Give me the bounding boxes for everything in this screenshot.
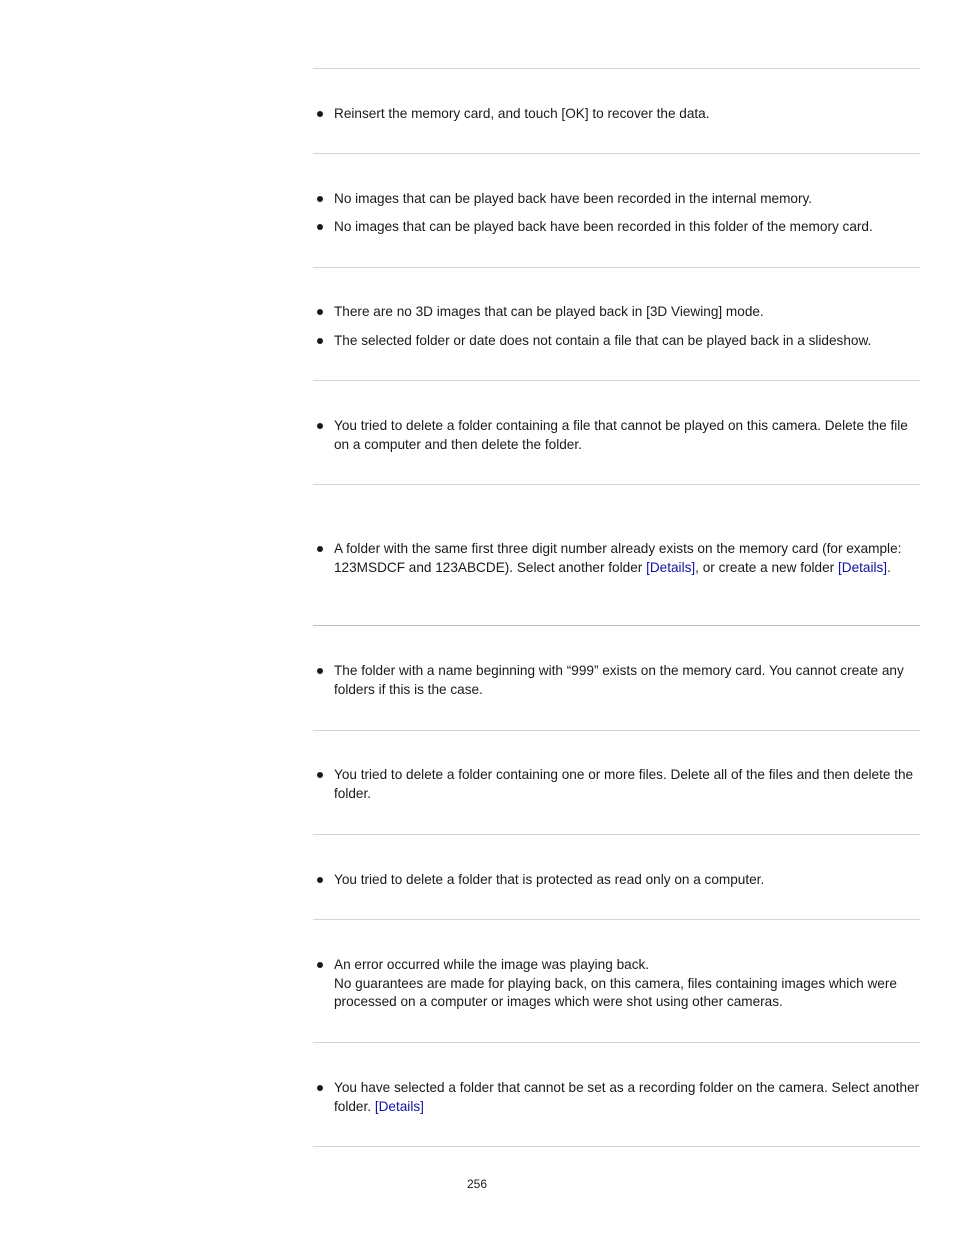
item-text: No images that can be played back have been recorded in this folder of the memory card.: [334, 219, 873, 234]
item-text: No images that can be played back have been recorded in the internal memory.: [334, 191, 813, 206]
item-text-part: You have selected a folder that cannot be set as a recording folder on the camera. Select another folder.: [334, 1080, 920, 1114]
list-item: [334, 190, 924, 209]
bullet-icon: [317, 338, 323, 344]
list-item: [334, 218, 924, 237]
list-item: [334, 303, 924, 322]
item-text: The selected folder or date does not contain a file that can be played back in a slideshow.: [334, 333, 872, 348]
details-link[interactable]: [Details]: [837, 559, 888, 575]
item-text: You tried to delete a folder that is protected as read only on a computer.: [334, 872, 765, 887]
details-link[interactable]: [Details]: [646, 559, 696, 575]
list-item: [334, 662, 924, 699]
section-divider: [313, 730, 920, 731]
section-divider: [313, 380, 920, 381]
item-text: You tried to delete a folder containing one or more files. Delete all of the files and then delete the folder.: [334, 767, 914, 801]
bullet-icon: [317, 196, 323, 202]
item-text: [334, 1079, 924, 1116]
bullet-icon: [317, 111, 323, 117]
section-divider: [313, 153, 920, 154]
list-item: [334, 1079, 924, 1116]
section-divider: [313, 484, 920, 485]
list-item: [334, 332, 924, 351]
bullet-icon: [317, 423, 323, 429]
item-text: There are no 3D images that can be played back in [3D Viewing] mode.: [334, 304, 764, 319]
section-divider: [313, 267, 920, 268]
list-item: [334, 540, 924, 577]
section-divider: [313, 68, 920, 69]
list-item: [334, 766, 924, 803]
bullet-icon: [317, 224, 323, 230]
list-item: [334, 417, 924, 454]
bullet-icon: [317, 309, 323, 315]
item-text: You tried to delete a folder containing a file that cannot be played on this camera. Delete the file on a computer and then delete the folder.: [334, 418, 908, 452]
list-item: [334, 871, 924, 890]
bullet-icon: [317, 962, 323, 968]
bullet-icon: [317, 546, 323, 552]
list-item: [334, 105, 924, 124]
bullet-icon: [317, 877, 323, 883]
list-item: [334, 956, 924, 1012]
section-divider: [313, 834, 920, 835]
bullet-icon: [317, 668, 323, 674]
item-text-part: A folder with the same first three digit number already exists on the memory card (for example: 123MSDCF and 123ABCDE). Select another folder: [334, 541, 902, 575]
section-divider: [313, 1146, 920, 1147]
item-text-line: No guarantees are made for playing back, on this camera, files containing images which were processed on a computer or images which were shot using other cameras.: [334, 975, 897, 1010]
details-link[interactable]: [Details]: [374, 1098, 424, 1114]
section-divider: [313, 919, 920, 920]
section-divider: [313, 1042, 920, 1043]
page-number: 256: [466, 1177, 488, 1191]
section-divider: [313, 625, 920, 626]
item-text: The folder with a name beginning with “999” exists on the memory card. You cannot create any folders if this is the case.: [334, 663, 904, 697]
item-text-line: An error occurred while the image was playing back.: [334, 957, 650, 972]
bullet-icon: [317, 1085, 323, 1091]
item-text: Reinsert the memory card, and touch [OK] to recover the data.: [334, 106, 710, 121]
item-text-part: , or create a new folder: [695, 559, 838, 575]
bullet-icon: [317, 772, 323, 778]
item-text-part: .: [887, 559, 891, 575]
item-text: [334, 540, 924, 577]
